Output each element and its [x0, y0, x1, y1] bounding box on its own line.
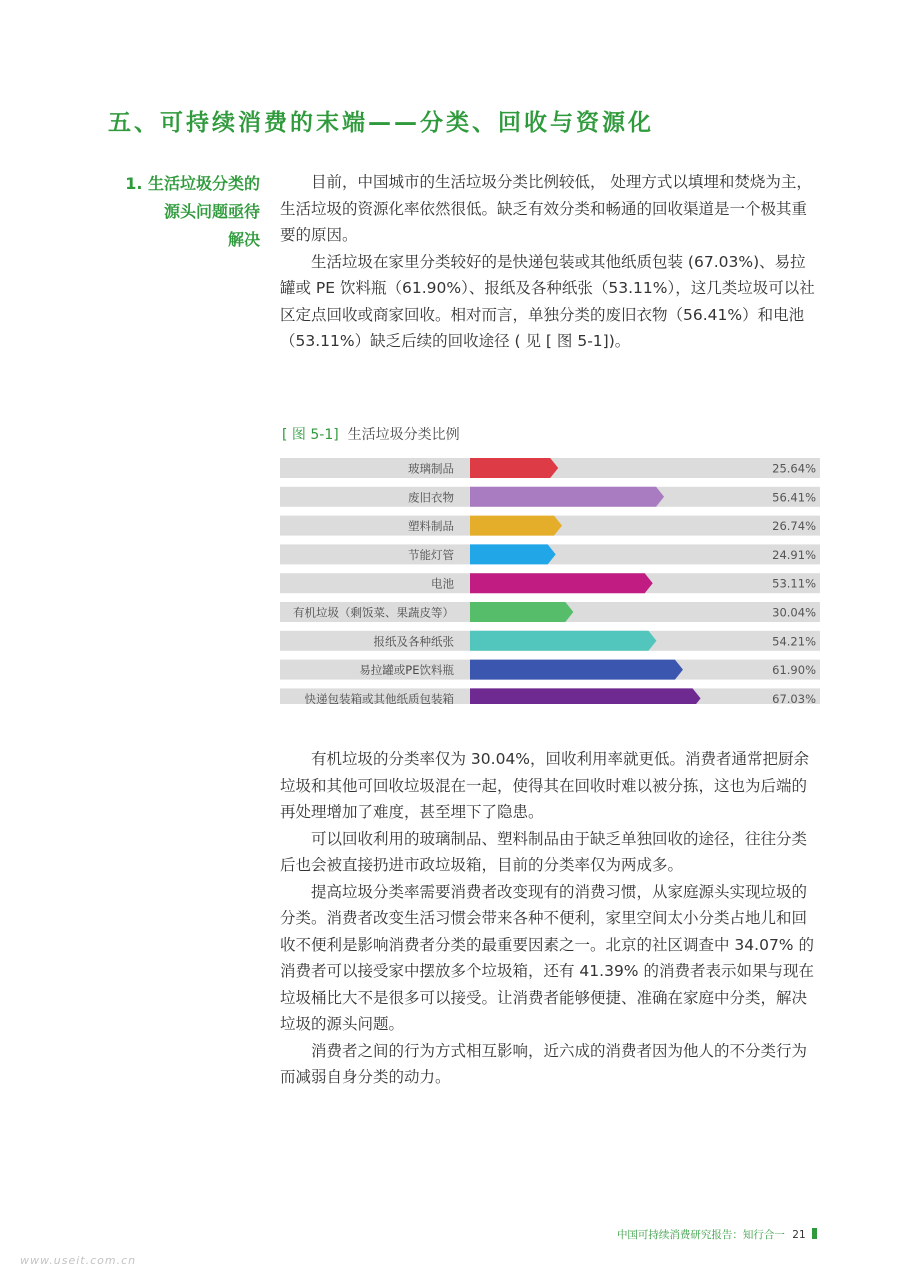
bar-value-label: 56.41% — [772, 490, 816, 505]
figure-number: [ 图 5-1] — [282, 427, 339, 443]
bar — [470, 516, 562, 536]
bar-value-label: 30.04% — [772, 605, 816, 620]
page-marker — [812, 1228, 817, 1239]
watermark: www.useit.com.cn — [20, 1254, 137, 1267]
bar — [470, 631, 656, 651]
bar-row — [280, 660, 820, 680]
bar-row — [280, 487, 820, 507]
bar — [470, 487, 664, 507]
bar — [470, 660, 683, 680]
paragraph: 可以回收利用的玻璃制品、塑料制品由于缺乏单独回收的途径，往往分类后也会被直接扔进市政垃圾箱，目前的分类率仅为两成多。 — [280, 829, 808, 874]
bar-row — [280, 544, 820, 564]
bar-value-label: 25.64% — [772, 461, 816, 476]
bar — [470, 458, 558, 478]
bar-category-label: 废旧衣物 — [408, 490, 454, 505]
bar-value-label: 54.21% — [772, 634, 816, 649]
bar-category-label: 节能灯管 — [408, 547, 454, 562]
section-title: 五、可持续消费的末端——分类、回收与资源化 — [108, 110, 654, 136]
bar-category-label: 快递包装箱或其他纸质包装箱 — [304, 691, 454, 704]
bar — [470, 573, 653, 593]
body-text-top — [280, 169, 820, 355]
bar-category-label: 易拉罐或PE饮料瓶 — [359, 663, 454, 678]
subheading-line-2: 源头问题亟待 — [163, 202, 260, 221]
figure-title: 生活垃圾分类比例 — [347, 427, 460, 443]
bar-chart — [280, 458, 820, 704]
paragraph: 提高垃圾分类率需要消费者改变现有的消费习惯，从家庭源头实现垃圾的分类。消费者改变生活习惯会带来各种不便利，家里空间太小分类占地儿和回收不便利是影响消费者分类的最重要因素之一。北京的社区调查中 34.07% 的消费者可以接受家中摆放多个垃圾箱，还有 41.39% 的消费者表示如果与现在垃圾桶比大不是很多可以接受。让消费者能够便捷、准确在家庭中分类，解决垃圾的源头问题。 — [280, 882, 814, 1033]
subheading-line-1: 1. 生活垃圾分类的 — [125, 174, 260, 193]
bar — [470, 688, 701, 704]
subheading-line-3: 解决 — [227, 230, 260, 249]
bar-category-label: 玻璃制品 — [408, 461, 454, 476]
subheading — [100, 170, 260, 254]
page-number: 21 — [792, 1229, 806, 1241]
bar-value-label: 24.91% — [772, 547, 816, 562]
bar-row — [280, 516, 820, 536]
paragraph: 消费者之间的行为方式相互影响，近六成的消费者因为他人的不分类行为而减弱自身分类的动力。 — [280, 1041, 808, 1086]
bar-row — [280, 573, 820, 593]
page-footer — [617, 1227, 817, 1242]
bar-category-label: 塑料制品 — [408, 519, 454, 534]
footer-title: 中国可持续消费研究报告：知行合一 — [616, 1229, 785, 1241]
bar-row — [280, 602, 820, 622]
bar-row — [280, 631, 820, 651]
bar-category-label: 电池 — [431, 576, 454, 591]
bar-row — [280, 458, 820, 478]
paragraph: 有机垃圾的分类率仅为 30.04%，回收利用率就更低。消费者通常把厨余垃圾和其他可回收垃圾混在一起，使得其在回收时难以被分拣，这也为后端的再处理增加了难度，甚至埋下了隐患。 — [280, 750, 810, 821]
bar-value-label: 61.90% — [772, 663, 816, 678]
figure-caption — [282, 424, 460, 444]
paragraph: 生活垃圾在家里分类较好的是快递包装或其他纸质包装 (67.03%)、易拉罐或 PE 饮料瓶（61.90%）、报纸及各种纸张（53.11%），这几类垃圾可以社区定点回收或商家回收。相对而言，单独分类的废旧衣物（56.41%）和电池（53.11%）缺乏后续的回收途径 ( 见 [ 图 5-1])。 — [280, 252, 815, 350]
bar-category-label: 报纸及各种纸张 — [373, 634, 454, 649]
bar-row — [280, 688, 820, 704]
body-text-bottom — [280, 746, 820, 1091]
bar-category-label: 有机垃圾（剩饭菜、果蔬皮等） — [293, 605, 454, 620]
bar — [470, 544, 556, 564]
bar-value-label: 53.11% — [772, 576, 816, 591]
bar-value-label: 67.03% — [772, 691, 816, 704]
paragraph: 目前，中国城市的生活垃圾分类比例较低， 处理方式以填埋和焚烧为主，生活垃圾的资源化率依然很低。缺乏有效分类和畅通的回收渠道是一个极其重要的原因。 — [280, 173, 812, 244]
bar — [470, 602, 573, 622]
bar-value-label: 26.74% — [772, 519, 816, 534]
